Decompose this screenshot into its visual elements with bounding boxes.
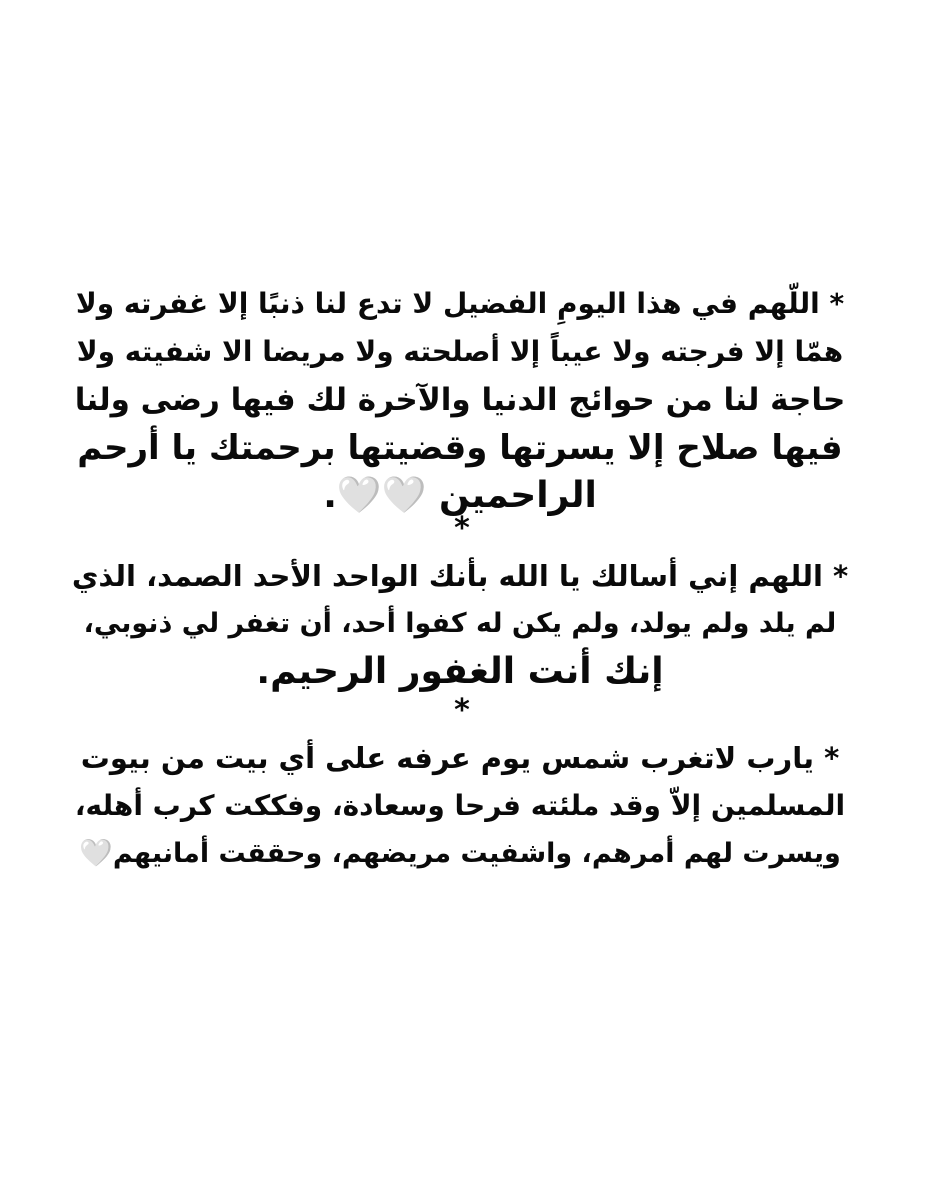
dua-3-line-1: * يارب لاتغرب شمس يوم عرفه على أي بيت من بيوت <box>80 741 840 775</box>
asterisk-separator-1: * <box>454 511 470 546</box>
asterisk-separator-2: * <box>454 693 470 728</box>
dua-1-line-1: * اللّهم في هذا اليومِ الفضيل لا تدع لنا ذنبًا إلا غفرته ولا <box>75 287 845 320</box>
dua-2-line-3: إنك أنت الغفور الرحيم. <box>256 651 664 692</box>
dua-1-line-5: الراحمين 🤍🤍. <box>323 475 597 516</box>
dua-paragraph-1 <box>70 280 850 520</box>
dua-paragraph-2 <box>70 552 850 696</box>
dua-2-line-1: * اللهم إني أسالك يا الله بأنك الواحد الأحد الصمد، الذي <box>71 559 849 593</box>
dua-1-line-3: حاجة لنا من حوائج الدنيا والآخرة لك فيها رضى ولنا <box>74 382 846 418</box>
dua-2-line-2: لم يلد ولم يولد، ولم يكن له كفوا أحد، أن تغفر لي ذنوبي، <box>83 608 837 639</box>
dua-3-line-3: ويسرت لهم أمرهم، واشفيت مريضهم، وحققت أمانيهم🤍 <box>79 838 841 869</box>
dua-1-line-4: فيها صلاح إلا يسرتها وقضيتها برحمتك يا أرحم <box>77 428 843 468</box>
dua-1-line-2: همّا إلا فرجته ولا عيباً إلا أصلحته ولا مريضا الا شفيته ولا <box>76 335 844 368</box>
dua-3-line-2: المسلمين إلاّ وقد ملئته فرحا وسعادة، وفككت كرب أهله، <box>74 789 846 822</box>
dua-paragraph-3 <box>70 734 850 878</box>
